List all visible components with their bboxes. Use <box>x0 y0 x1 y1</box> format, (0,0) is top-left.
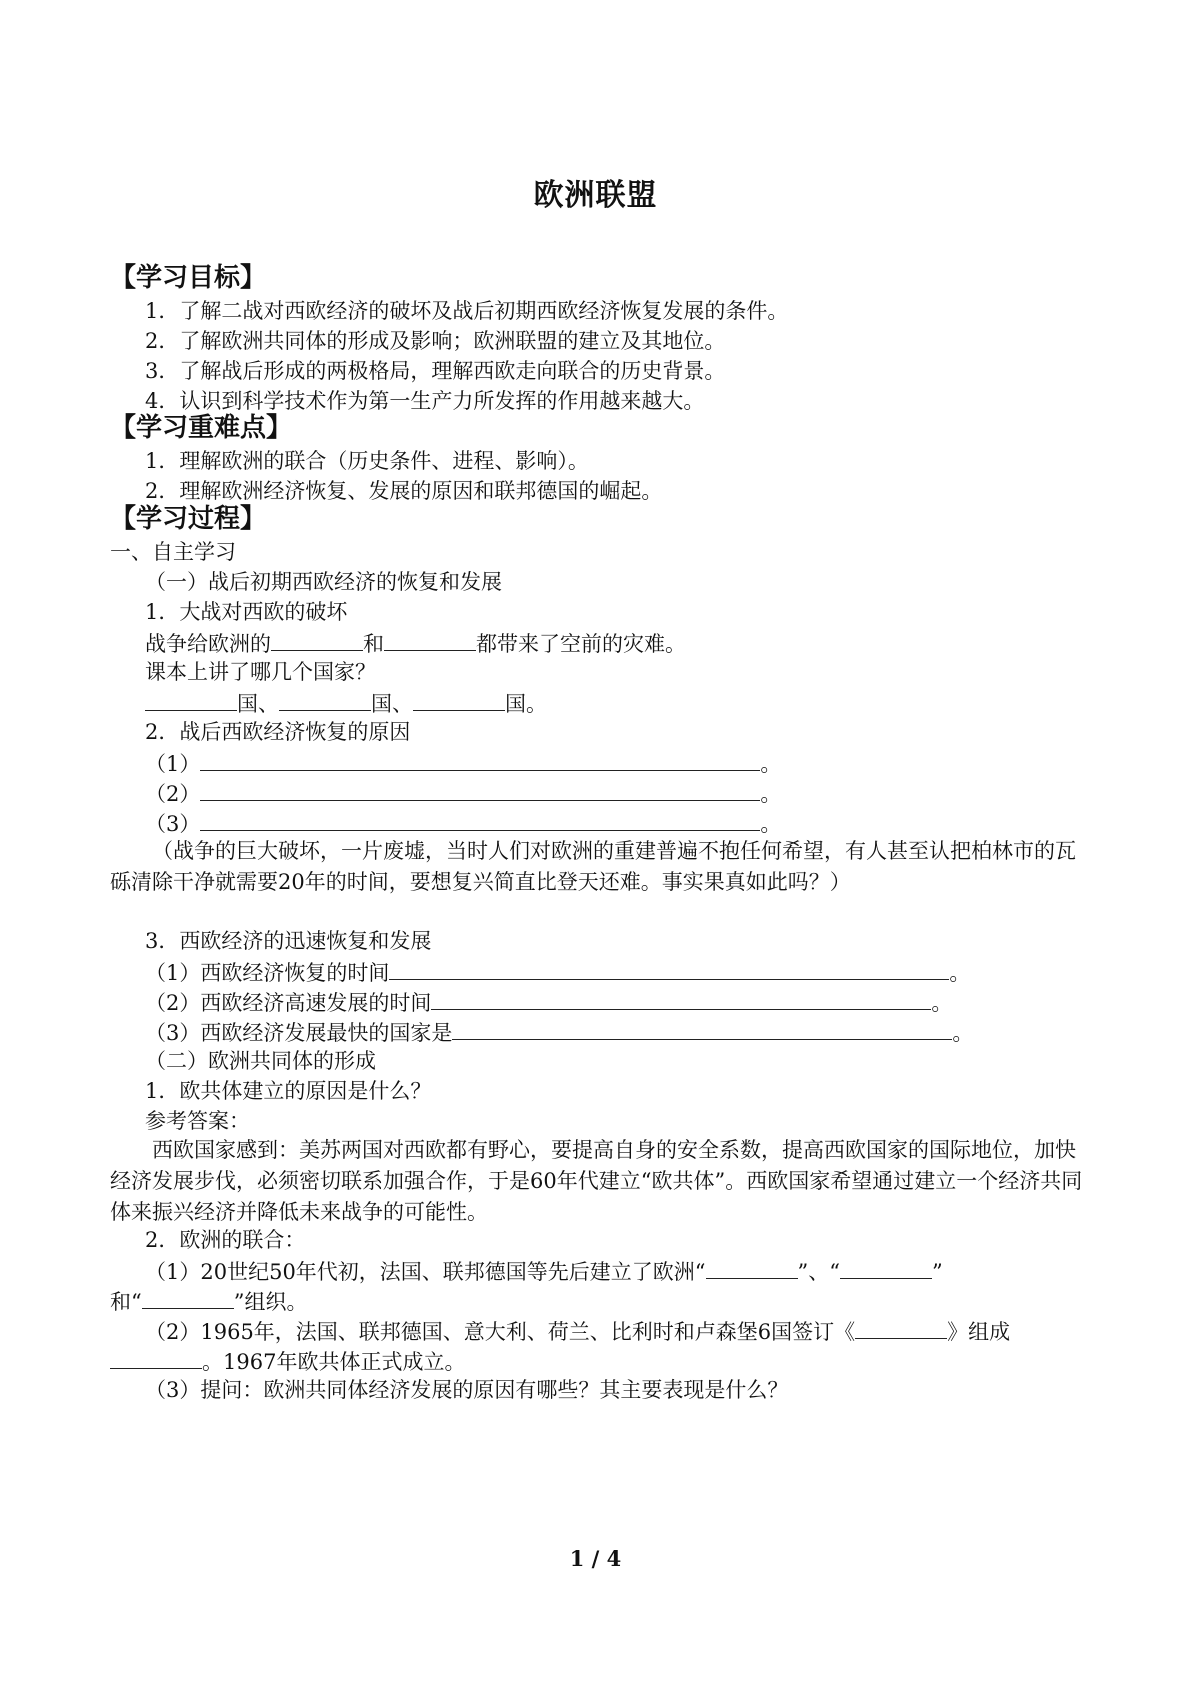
question-title: 3．西欧经济的迅速恢复和发展 <box>145 929 432 953</box>
fill-line: 。1967年欧共体正式成立。 <box>110 1346 1110 1376</box>
goal-item: 4．认识到科学技术作为第一生产力所发挥的作用越来越大。 <box>145 389 705 413</box>
goal-item: 2．了解欧洲共同体的形成及影响；欧洲联盟的建立及其地位。 <box>145 329 726 353</box>
question-title: 2．欧洲的联合： <box>145 1228 306 1252</box>
answer-blank[interactable] <box>110 1346 202 1369</box>
answer-blank[interactable] <box>389 957 949 980</box>
question-text: 课本上讲了哪几个国家？ <box>145 660 376 684</box>
fill-countries: 国、 国、 国。 <box>110 688 1145 718</box>
answer-blank[interactable] <box>384 628 476 651</box>
note-paragraph: （战争的巨大破坏，一片废墟，当时人们对欧洲的重建普遍不抱任何希望，有人甚至认把柏林市的瓦砾清除干净就需要20年的时间，要想复兴简直比登天还难。事实果真如此吗？） <box>110 839 1076 894</box>
answer-blank[interactable] <box>413 688 505 711</box>
answer-blank[interactable] <box>142 1286 234 1309</box>
answer-blank[interactable] <box>200 748 760 771</box>
fill-line: （2） 。 <box>110 778 1145 808</box>
question-title: 1．欧共体建立的原因是什么？ <box>145 1079 432 1103</box>
key-point-item: 2．理解欧洲经济恢复、发展的原因和联邦德国的崛起。 <box>145 479 663 503</box>
key-points-heading: 【学习重难点】 <box>110 413 293 443</box>
fill-line: （3） 。 <box>110 808 1145 838</box>
fill-sentence: 战争给欧洲的 和 都带来了空前的灾难。 <box>110 628 1145 658</box>
answer-blank[interactable] <box>200 808 760 831</box>
fill-line: 和“ ”组织。 <box>110 1286 1110 1316</box>
answer-blank[interactable] <box>855 1316 947 1339</box>
question-title: 1．大战对西欧的破坏 <box>145 600 348 624</box>
subsection-title: （一）战后初期西欧经济的恢复和发展 <box>145 570 502 594</box>
reference-label: 参考答案： <box>145 1109 250 1133</box>
answer-blank[interactable] <box>200 778 760 801</box>
answer-blank[interactable] <box>452 1017 952 1040</box>
answer-blank[interactable] <box>279 688 371 711</box>
subsection-title: （二）欧洲共同体的形成 <box>145 1049 376 1073</box>
fill-line: （1）20世纪50年代初，法国、联邦德国等先后建立了欧洲“ ”、“ ” <box>110 1256 1145 1286</box>
fill-line: （2）1965年，法国、联邦德国、意大利、荷兰、比利时和卢森堡6国签订《 》组成 <box>110 1316 1145 1346</box>
answer-blank[interactable] <box>145 688 237 711</box>
answer-blank[interactable] <box>431 987 931 1010</box>
process-heading: 【学习过程】 <box>110 504 267 534</box>
fill-line: （2）西欧经济高速发展的时间 。 <box>110 987 1145 1017</box>
fill-line: （3）西欧经济发展最快的国家是 。 <box>110 1017 1145 1047</box>
answer-blank[interactable] <box>840 1256 932 1279</box>
answer-blank[interactable] <box>271 628 363 651</box>
fill-line: （1）西欧经济恢复的时间 。 <box>110 957 1145 987</box>
goal-item: 1．了解二战对西欧经济的破坏及战后初期西欧经济恢复发展的条件。 <box>145 299 789 323</box>
question-text: （3）提问：欧洲共同体经济发展的原因有哪些？其主要表现是什么？ <box>145 1378 789 1402</box>
fill-line: （1） 。 <box>110 748 1145 778</box>
answer-paragraph: 西欧国家感到：美苏两国对西欧都有野心，要提高自身的安全系数，提高西欧国家的国际地位，加快经济发展步伐，必须密切联系加强合作，于是60年代建立“欧共体”。西欧国家希望通过建立一个经济共同体来振兴经济并降低未来战争的可能性。 <box>110 1138 1083 1224</box>
goals-heading: 【学习目标】 <box>110 263 267 293</box>
question-title: 2．战后西欧经济恢复的原因 <box>145 720 411 744</box>
page-title: 欧洲联盟 <box>533 178 658 213</box>
section-self-study: 一、自主学习 <box>110 540 236 564</box>
page-number: 1 / 4 <box>569 1546 622 1571</box>
goal-item: 3．了解战后形成的两极格局，理解西欧走向联合的历史背景。 <box>145 359 726 383</box>
key-point-item: 1．理解欧洲的联合（历史条件、进程、影响）。 <box>145 449 589 473</box>
answer-blank[interactable] <box>706 1256 798 1279</box>
